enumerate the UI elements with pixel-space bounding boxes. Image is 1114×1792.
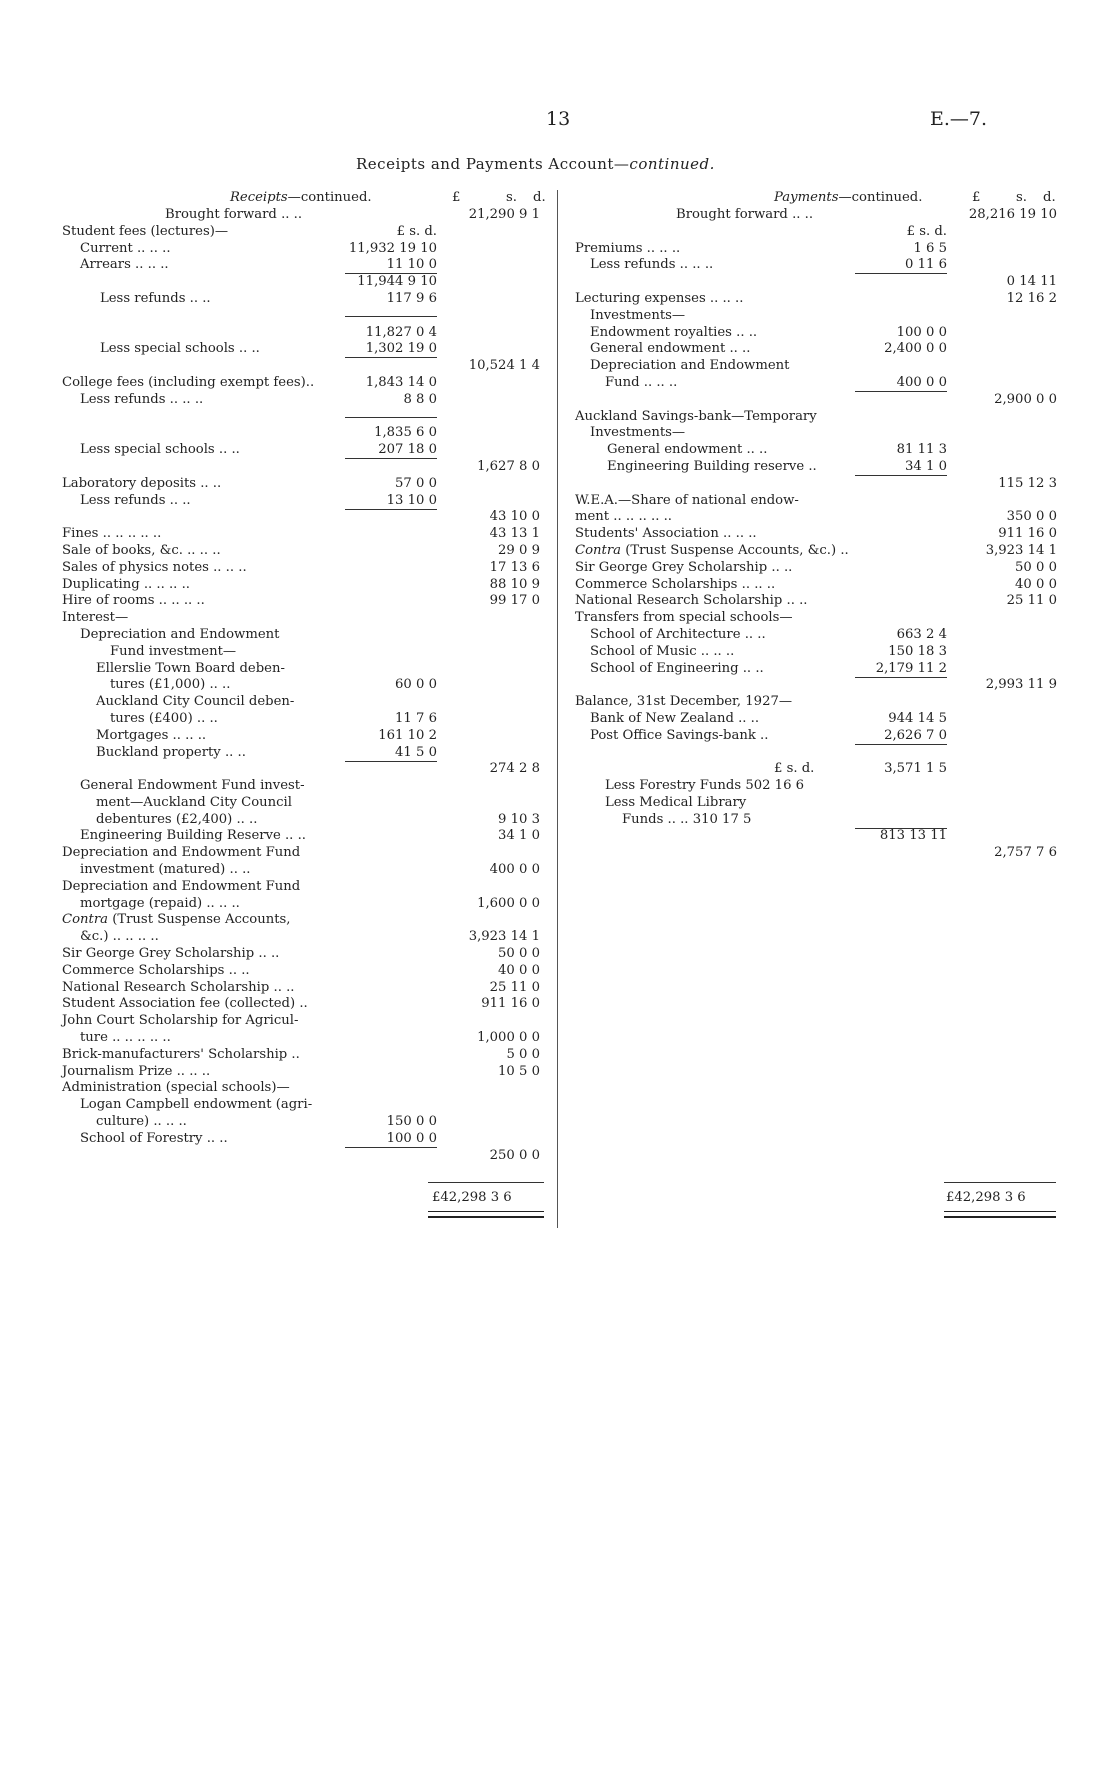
receipts-subtotal-amount: 13 10 0 bbox=[386, 492, 437, 508]
payments-row bbox=[557, 711, 1114, 728]
receipts-row bbox=[0, 241, 557, 258]
payments-row bbox=[557, 308, 1114, 325]
payments-row-label: Engineering Building reserve .. bbox=[607, 458, 817, 474]
receipts-row-label: Duplicating .. .. .. .. bbox=[62, 576, 190, 592]
receipts-amount: 1,627 8 0 bbox=[477, 458, 540, 474]
receipts-amount: 25 11 0 bbox=[489, 979, 540, 995]
receipts-row-label: Fines .. .. .. .. .. bbox=[62, 526, 162, 542]
receipts-row bbox=[0, 996, 557, 1013]
receipts-subtotal-amount: £ s. d. bbox=[396, 223, 437, 239]
payments-row-label: Balance, 31st December, 1927— bbox=[575, 694, 793, 710]
receipts-row-label: Engineering Building Reserve .. .. bbox=[80, 828, 306, 844]
receipts-amount: 911 16 0 bbox=[481, 996, 540, 1012]
receipts-amount: 5 0 0 bbox=[506, 1046, 540, 1062]
payments-row bbox=[557, 677, 1114, 694]
payments-row bbox=[557, 291, 1114, 308]
payments-row bbox=[557, 828, 1114, 845]
payments-row bbox=[557, 593, 1114, 610]
receipts-row-label: tures (£400) .. .. bbox=[110, 710, 218, 726]
receipts-row-label: Student fees (lectures)— bbox=[62, 223, 229, 239]
receipts-row bbox=[0, 207, 557, 224]
receipts-row-label: Fund investment— bbox=[110, 643, 237, 659]
receipts-row-label: ment—Auckland City Council bbox=[96, 794, 292, 810]
payments-subtotal-amount: 81 11 3 bbox=[896, 442, 947, 458]
receipts-amount: 34 1 0 bbox=[498, 828, 540, 844]
payments-row-label: Post Office Savings-bank .. bbox=[590, 727, 769, 743]
receipts-subtotal-amount: 60 0 0 bbox=[395, 677, 437, 693]
payments-row bbox=[557, 375, 1114, 392]
receipts-row bbox=[0, 862, 557, 879]
receipts-row-label: Commerce Scholarships .. .. bbox=[62, 962, 250, 978]
payments-row bbox=[557, 577, 1114, 594]
receipts-row bbox=[0, 1064, 557, 1081]
receipts-row bbox=[0, 476, 557, 493]
receipts-amount: 99 17 0 bbox=[489, 593, 540, 609]
receipts-row bbox=[0, 728, 557, 745]
payments-subtotal-amount: £ s. d. bbox=[906, 223, 947, 239]
payments-subtotal-amount: 813 13 11 bbox=[879, 828, 947, 844]
payments-row bbox=[557, 560, 1114, 577]
receipts-row bbox=[0, 828, 557, 845]
receipts-subtotal-amount: 207 18 0 bbox=[378, 442, 437, 458]
receipts-amount: 29 0 9 bbox=[498, 542, 540, 558]
payments-subtotal-amount: 1 6 5 bbox=[913, 240, 947, 256]
payments-subtotal-amount: 2,626 7 0 bbox=[884, 727, 947, 743]
receipts-subtotal-amount: 11 7 6 bbox=[395, 710, 437, 726]
receipts-row bbox=[0, 946, 557, 963]
payments-row-label: School of Engineering .. .. bbox=[590, 660, 764, 676]
page-number: 13 bbox=[546, 108, 571, 130]
payments-subtotal-amount: 2,179 11 2 bbox=[875, 660, 947, 676]
receipts-row bbox=[0, 375, 557, 392]
receipts-heading: Receipts—continued. bbox=[230, 190, 372, 205]
payments-row-label: Bank of New Zealand .. .. bbox=[590, 710, 760, 726]
payments-row bbox=[557, 476, 1114, 493]
receipts-row-label: Contra (Trust Suspense Accounts, bbox=[62, 912, 291, 928]
receipts-subtotal-amount: 1,843 14 0 bbox=[365, 374, 437, 390]
receipts-row bbox=[0, 963, 557, 980]
payments-row-label: £ s. d. bbox=[774, 761, 815, 777]
receipts-row-label: Less special schools .. .. bbox=[100, 341, 260, 357]
payments-row-label: School of Architecture .. .. bbox=[590, 626, 766, 642]
payments-row-label: Investments— bbox=[590, 425, 686, 441]
receipts-row bbox=[0, 610, 557, 627]
receipts-row-label: Mortgages .. .. .. bbox=[96, 727, 207, 743]
receipts-row-label: Less special schools .. .. bbox=[80, 442, 240, 458]
receipts-amount: 3,923 14 1 bbox=[468, 929, 540, 945]
payments-row bbox=[557, 257, 1114, 274]
receipts-row bbox=[0, 1047, 557, 1064]
receipts-row bbox=[0, 745, 557, 762]
receipts-amount: 274 2 8 bbox=[489, 761, 540, 777]
receipts-row bbox=[0, 661, 557, 678]
receipts-subtotal-amount: 1,302 19 0 bbox=[365, 341, 437, 357]
receipts-amount: 43 10 0 bbox=[489, 509, 540, 525]
payments-total-double-rule bbox=[944, 1211, 1056, 1218]
payments-subtotal-amount: 663 2 4 bbox=[896, 626, 947, 642]
receipts-amount: 1,000 0 0 bbox=[477, 1030, 540, 1046]
payments-row bbox=[557, 644, 1114, 661]
payments-row-label: Transfers from special schools— bbox=[575, 610, 793, 626]
payments-subtotal-amount: 34 1 0 bbox=[905, 458, 947, 474]
receipts-row-label: &c.) .. .. .. .. bbox=[80, 929, 159, 945]
receipts-row bbox=[0, 593, 557, 610]
receipts-row bbox=[0, 627, 557, 644]
payments-row bbox=[557, 341, 1114, 358]
receipts-row-label: Sir George Grey Scholarship .. .. bbox=[62, 946, 280, 962]
receipts-row bbox=[0, 560, 557, 577]
receipts-row bbox=[0, 392, 557, 409]
payments-row-label: Lecturing expenses .. .. .. bbox=[575, 290, 744, 306]
receipts-row-label: School of Forestry .. .. bbox=[80, 1130, 228, 1146]
receipts-row bbox=[0, 409, 557, 426]
receipts-row bbox=[0, 291, 557, 308]
receipts-row bbox=[0, 577, 557, 594]
receipts-row-label: Buckland property .. .. bbox=[96, 744, 246, 760]
payments-amount: 2,900 0 0 bbox=[994, 391, 1057, 407]
receipts-row-label: tures (£1,000) .. .. bbox=[110, 677, 231, 693]
receipts-row bbox=[0, 341, 557, 358]
payments-row bbox=[557, 459, 1114, 476]
receipts-row-label: Brick-manufacturers' Scholarship .. bbox=[62, 1046, 300, 1062]
receipts-subtotal-amount: 8 8 0 bbox=[403, 391, 437, 407]
receipts-row-label: College fees (including exempt fees).. bbox=[62, 374, 315, 390]
receipts-row bbox=[0, 677, 557, 694]
payments-subtotal-amount: 2,400 0 0 bbox=[884, 341, 947, 357]
receipts-row bbox=[0, 442, 557, 459]
payments-total: £42,298 3 6 bbox=[946, 1190, 1026, 1205]
receipts-row-label: General Endowment Fund invest- bbox=[80, 778, 305, 794]
payments-subtotal-amount: 3,571 1 5 bbox=[884, 761, 947, 777]
receipts-subtotal-amount: 11,932 19 10 bbox=[348, 240, 437, 256]
payments-row-label: W.E.A.—Share of national endow- bbox=[575, 492, 799, 508]
payments-row bbox=[557, 694, 1114, 711]
receipts-row bbox=[0, 543, 557, 560]
payments-row bbox=[557, 425, 1114, 442]
receipts-row bbox=[0, 644, 557, 661]
receipts-amount: 1,600 0 0 bbox=[477, 895, 540, 911]
payments-amount: 25 11 0 bbox=[1006, 593, 1057, 609]
receipts-row bbox=[0, 812, 557, 829]
receipts-row bbox=[0, 929, 557, 946]
payments-row-label: National Research Scholarship .. .. bbox=[575, 593, 808, 609]
receipts-row bbox=[0, 1097, 557, 1114]
payments-amount: 3,923 14 1 bbox=[985, 542, 1057, 558]
receipts-row bbox=[0, 896, 557, 913]
receipts-subtotal-amount: 1,835 6 0 bbox=[374, 425, 437, 441]
receipts-row-label: Student Association fee (collected) .. bbox=[62, 996, 308, 1012]
payments-amount: 0 14 11 bbox=[1006, 274, 1057, 290]
receipts-row bbox=[0, 224, 557, 241]
payments-row bbox=[557, 845, 1114, 862]
receipts-row-label: Arrears .. .. .. bbox=[80, 257, 169, 273]
title-continued: continued. bbox=[629, 155, 715, 173]
document-reference: E.—7. bbox=[930, 108, 988, 130]
receipts-subtotal-amount: 100 0 0 bbox=[386, 1130, 437, 1146]
receipts-row-label: Brought forward .. .. bbox=[165, 207, 303, 222]
receipts-row-label: Hire of rooms .. .. .. .. bbox=[62, 593, 205, 609]
receipts-row-label: Sales of physics notes .. .. .. bbox=[62, 559, 247, 575]
payments-row-label: Commerce Scholarships .. .. .. bbox=[575, 576, 776, 592]
receipts-row bbox=[0, 1030, 557, 1047]
receipts-row bbox=[0, 879, 557, 896]
receipts-row-label: debentures (£2,400) .. .. bbox=[96, 811, 258, 827]
receipts-total-double-rule bbox=[428, 1211, 544, 1218]
payments-row-label: Brought forward .. .. bbox=[676, 207, 814, 222]
receipts-row bbox=[0, 1013, 557, 1030]
payments-row-label: Depreciation and Endowment bbox=[590, 358, 790, 374]
receipts-row bbox=[0, 1131, 557, 1148]
payments-row-label: Sir George Grey Scholarship .. .. bbox=[575, 559, 793, 575]
receipts-amount: 400 0 0 bbox=[489, 862, 540, 878]
payments-row bbox=[557, 761, 1114, 778]
page-title bbox=[356, 155, 715, 173]
receipts-row bbox=[0, 845, 557, 862]
receipts-row bbox=[0, 795, 557, 812]
receipts-subtotal-amount: 11 10 0 bbox=[386, 257, 437, 273]
receipts-row-label: investment (matured) .. .. bbox=[80, 862, 251, 878]
receipts-table bbox=[0, 207, 557, 1164]
payments-row bbox=[557, 812, 1114, 829]
payments-row bbox=[557, 358, 1114, 375]
payments-row bbox=[557, 778, 1114, 795]
receipts-row-label: Sale of books, &c. .. .. .. bbox=[62, 542, 221, 558]
payments-amount: 350 0 0 bbox=[1006, 509, 1057, 525]
receipts-row-label: Auckland City Council deben- bbox=[96, 694, 295, 710]
receipts-row-label: Depreciation and Endowment Fund bbox=[62, 878, 301, 894]
receipts-row-label: Administration (special schools)— bbox=[62, 1080, 290, 1096]
receipts-subtotal-rule bbox=[345, 316, 437, 317]
receipts-row-label: Less refunds .. .. .. bbox=[80, 391, 204, 407]
receipts-row bbox=[0, 1114, 557, 1131]
receipts-subtotal-amount: 150 0 0 bbox=[386, 1114, 437, 1130]
payments-row-label: Less Medical Library bbox=[605, 794, 747, 810]
payments-row-label: Less refunds .. .. .. bbox=[590, 257, 714, 273]
receipts-row-label: mortgage (repaid) .. .. .. bbox=[80, 895, 240, 911]
payments-row bbox=[557, 224, 1114, 241]
payments-row bbox=[557, 509, 1114, 526]
receipts-amount: 10 5 0 bbox=[498, 1063, 540, 1079]
payments-row bbox=[557, 409, 1114, 426]
receipts-row-label: John Court Scholarship for Agricul- bbox=[62, 1013, 299, 1029]
receipts-row bbox=[0, 274, 557, 291]
payments-amount: 911 16 0 bbox=[998, 526, 1057, 542]
receipts-amount: 17 13 6 bbox=[489, 559, 540, 575]
payments-amount: 115 12 3 bbox=[998, 475, 1057, 491]
receipts-row bbox=[0, 1080, 557, 1097]
receipts-row bbox=[0, 778, 557, 795]
payments-row-label: Auckland Savings-bank—Temporary bbox=[575, 408, 817, 424]
receipts-row-label: Current .. .. .. bbox=[80, 240, 171, 256]
payments-row-label: Students' Association .. .. .. bbox=[575, 526, 757, 542]
payments-subtotal-amount: 100 0 0 bbox=[896, 324, 947, 340]
receipts-row bbox=[0, 694, 557, 711]
payments-amount: 40 0 0 bbox=[1015, 576, 1057, 592]
receipts-row-label: Depreciation and Endowment Fund bbox=[62, 845, 301, 861]
payments-row-label: Funds .. .. 310 17 5 bbox=[622, 811, 752, 827]
payments-amount: 28,216 19 10 bbox=[968, 207, 1057, 222]
payments-amount: 2,757 7 6 bbox=[994, 845, 1057, 861]
receipts-row bbox=[0, 425, 557, 442]
receipts-amount: 9 10 3 bbox=[498, 811, 540, 827]
payments-amount: 12 16 2 bbox=[1006, 290, 1057, 306]
receipts-row bbox=[0, 358, 557, 375]
receipts-row bbox=[0, 912, 557, 929]
payments-row bbox=[557, 661, 1114, 678]
payments-row bbox=[557, 392, 1114, 409]
payments-row-label: General endowment .. .. bbox=[607, 442, 768, 458]
receipts-row-label: Less refunds .. .. bbox=[80, 492, 191, 508]
payments-row bbox=[557, 325, 1114, 342]
receipts-row bbox=[0, 493, 557, 510]
receipts-amount: 21,290 9 1 bbox=[468, 207, 540, 222]
payments-row-label: School of Music .. .. .. bbox=[590, 643, 735, 659]
receipts-row-label: Laboratory deposits .. .. bbox=[62, 475, 222, 491]
payments-row bbox=[557, 627, 1114, 644]
receipts-row-label: Less refunds .. .. bbox=[100, 290, 211, 306]
title-main: Receipts and Payments Account— bbox=[356, 155, 630, 173]
payments-row bbox=[557, 610, 1114, 627]
payments-total-rule bbox=[944, 1182, 1056, 1183]
payments-row-label: General endowment .. .. bbox=[590, 341, 751, 357]
receipts-row bbox=[0, 459, 557, 476]
receipts-row-label: Journalism Prize .. .. .. bbox=[62, 1063, 211, 1079]
receipts-row-label: National Research Scholarship .. .. bbox=[62, 979, 295, 995]
payments-row-label: Less Forestry Funds 502 16 6 bbox=[605, 778, 805, 794]
receipts-amount: 50 0 0 bbox=[498, 946, 540, 962]
payments-subtotal-amount: 944 14 5 bbox=[888, 710, 947, 726]
receipts-row-label: culture) .. .. .. bbox=[96, 1114, 187, 1130]
receipts-amount: 250 0 0 bbox=[489, 1147, 540, 1163]
receipts-total: £42,298 3 6 bbox=[432, 1190, 512, 1205]
receipts-row-label: Logan Campbell endowment (agri- bbox=[80, 1097, 313, 1113]
payments-subtotal-amount: 400 0 0 bbox=[896, 374, 947, 390]
payments-row bbox=[557, 728, 1114, 745]
payments-row-label: Endowment royalties .. .. bbox=[590, 324, 758, 340]
payments-row bbox=[557, 745, 1114, 762]
receipts-row bbox=[0, 1148, 557, 1165]
receipts-subtotal-amount: 117 9 6 bbox=[386, 290, 437, 306]
receipts-row bbox=[0, 980, 557, 997]
payments-row-label: ment .. .. .. .. .. bbox=[575, 509, 672, 525]
receipts-row bbox=[0, 509, 557, 526]
payments-row bbox=[557, 207, 1114, 224]
payments-amount: 2,993 11 9 bbox=[985, 677, 1057, 693]
receipts-subtotal-rule bbox=[345, 417, 437, 418]
receipts-amount: 10,524 1 4 bbox=[468, 358, 540, 374]
receipts-row-label: ture .. .. .. .. .. bbox=[80, 1030, 171, 1046]
payments-row bbox=[557, 543, 1114, 560]
receipts-amount: 40 0 0 bbox=[498, 962, 540, 978]
receipts-row bbox=[0, 526, 557, 543]
receipts-row-label: Interest— bbox=[62, 610, 129, 626]
receipts-row-label: Depreciation and Endowment bbox=[80, 626, 280, 642]
receipts-total-rule bbox=[428, 1182, 544, 1183]
payments-table bbox=[557, 207, 1114, 862]
payments-subtotal-amount: 0 11 6 bbox=[905, 257, 947, 273]
receipts-subtotal-amount: 161 10 2 bbox=[378, 727, 437, 743]
receipts-row bbox=[0, 308, 557, 325]
payments-row-label: Premiums .. .. .. bbox=[575, 240, 681, 256]
payments-row bbox=[557, 493, 1114, 510]
payments-row bbox=[557, 241, 1114, 258]
receipts-row-label: Ellerslie Town Board deben- bbox=[96, 660, 285, 676]
receipts-row bbox=[0, 711, 557, 728]
payments-heading: Payments—continued. bbox=[774, 190, 923, 205]
payments-row bbox=[557, 795, 1114, 812]
receipts-amount: 43 13 1 bbox=[489, 526, 540, 542]
receipts-row bbox=[0, 257, 557, 274]
receipts-subtotal-amount: 57 0 0 bbox=[395, 475, 437, 491]
payments-row bbox=[557, 526, 1114, 543]
receipts-subtotal-amount: 41 5 0 bbox=[395, 744, 437, 760]
receipts-subtotal-amount: 11,827 0 4 bbox=[365, 324, 437, 340]
payments-row-label: Fund .. .. .. bbox=[605, 374, 678, 390]
payments-row-label: Investments— bbox=[590, 307, 686, 323]
payments-amount: 50 0 0 bbox=[1015, 559, 1057, 575]
payments-row bbox=[557, 442, 1114, 459]
receipts-row bbox=[0, 325, 557, 342]
receipts-amount: 88 10 9 bbox=[489, 576, 540, 592]
payments-row-label: Contra (Trust Suspense Accounts, &c.) .. bbox=[575, 542, 849, 558]
receipts-subtotal-amount: 11,944 9 10 bbox=[357, 274, 437, 290]
payments-row bbox=[557, 274, 1114, 291]
payments-subtotal-amount: 150 18 3 bbox=[888, 643, 947, 659]
receipts-row bbox=[0, 761, 557, 778]
